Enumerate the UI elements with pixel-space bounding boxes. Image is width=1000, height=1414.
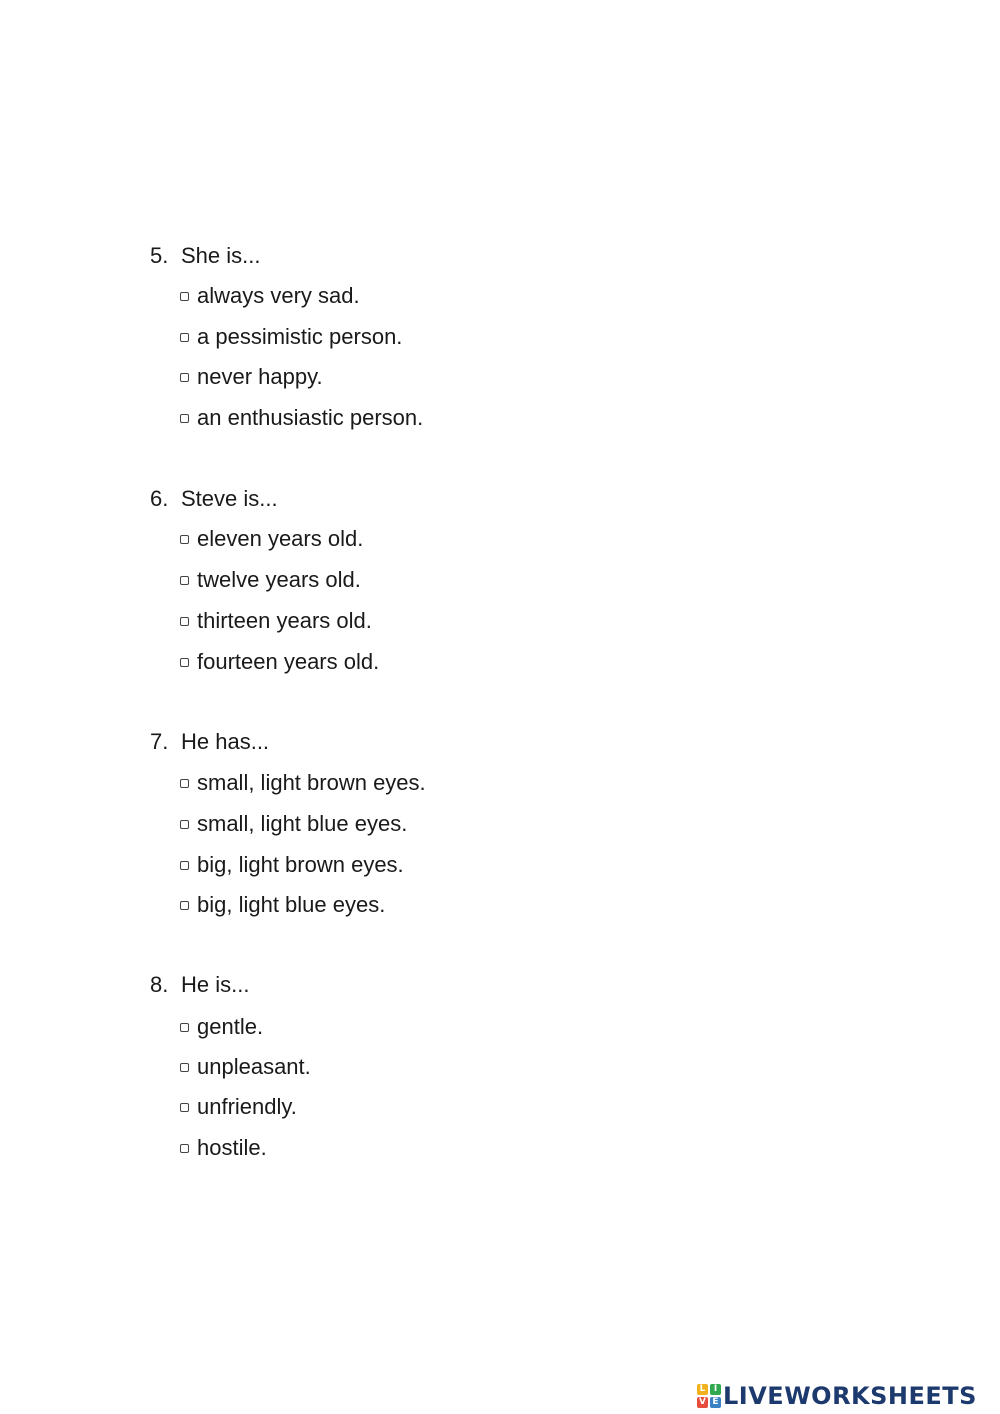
option-label: big, light brown eyes.	[197, 852, 404, 877]
option-item[interactable]	[180, 1054, 311, 1080]
option-label: a pessimistic person.	[197, 324, 403, 349]
checkbox-icon[interactable]	[180, 535, 189, 544]
question-8	[150, 972, 850, 1160]
option-label: unpleasant.	[197, 1054, 311, 1079]
checkbox-icon[interactable]	[180, 617, 189, 626]
option-label: never happy.	[197, 364, 323, 389]
checkbox-icon[interactable]	[180, 1144, 189, 1153]
logo-cell-i: I	[710, 1384, 721, 1395]
option-label: hostile.	[197, 1135, 267, 1160]
option-label: twelve years old.	[197, 567, 361, 592]
question-5	[150, 243, 850, 430]
checkbox-icon[interactable]	[180, 1063, 189, 1072]
option-item[interactable]	[180, 567, 361, 593]
option-item[interactable]	[180, 811, 407, 837]
option-label: small, light blue eyes.	[197, 811, 408, 836]
checkbox-icon[interactable]	[180, 1023, 189, 1032]
logo-cell-e: E	[710, 1397, 721, 1408]
option-item[interactable]	[180, 608, 372, 634]
logo-cell-v: V	[697, 1397, 708, 1408]
checkbox-icon[interactable]	[180, 333, 189, 342]
question-number: 5.	[150, 243, 169, 268]
checkbox-icon[interactable]	[180, 820, 189, 829]
option-item[interactable]	[180, 405, 423, 431]
option-item[interactable]	[180, 1094, 297, 1120]
option-label: thirteen years old.	[197, 608, 372, 633]
option-item[interactable]	[180, 324, 402, 350]
liveworksheets-logo	[697, 1381, 977, 1411]
option-item[interactable]	[180, 852, 404, 878]
option-label: an enthusiastic person.	[197, 405, 424, 430]
option-label: always very sad.	[197, 283, 360, 308]
option-item[interactable]	[180, 649, 379, 675]
option-item[interactable]	[180, 283, 360, 309]
question-number: 8.	[150, 972, 169, 997]
question-number: 6.	[150, 486, 169, 511]
logo-cell-l: L	[697, 1384, 708, 1395]
checkbox-icon[interactable]	[180, 414, 189, 423]
option-item[interactable]	[180, 364, 323, 390]
question-header	[150, 972, 850, 998]
question-number: 7.	[150, 729, 169, 754]
option-item[interactable]	[180, 1014, 263, 1040]
checkbox-icon[interactable]	[180, 373, 189, 382]
checkbox-icon[interactable]	[180, 576, 189, 585]
option-label: gentle.	[197, 1014, 264, 1039]
question-prompt: Steve is...	[181, 486, 278, 511]
option-item[interactable]	[180, 892, 385, 918]
option-label: big, light blue eyes.	[197, 892, 386, 917]
checkbox-icon[interactable]	[180, 861, 189, 870]
question-6	[150, 486, 850, 674]
option-label: small, light brown eyes.	[197, 770, 426, 795]
checkbox-icon[interactable]	[180, 658, 189, 667]
checkbox-icon[interactable]	[180, 1103, 189, 1112]
checkbox-icon[interactable]	[180, 292, 189, 301]
option-item[interactable]	[180, 526, 363, 552]
option-label: unfriendly.	[197, 1094, 297, 1119]
option-item[interactable]	[180, 1135, 267, 1161]
question-7	[150, 729, 850, 917]
question-prompt: He has...	[181, 729, 270, 754]
option-label: eleven years old.	[197, 526, 364, 551]
question-prompt: She is...	[181, 243, 261, 268]
question-header	[150, 486, 850, 512]
option-item[interactable]	[180, 770, 426, 796]
question-header	[150, 243, 850, 269]
option-label: fourteen years old.	[197, 649, 380, 674]
question-prompt: He is...	[181, 972, 250, 997]
checkbox-icon[interactable]	[180, 901, 189, 910]
logo-icon	[697, 1384, 721, 1408]
checkbox-icon[interactable]	[180, 779, 189, 788]
logo-text: LIVEWORKSHEETS	[723, 1382, 977, 1410]
question-header	[150, 729, 850, 755]
